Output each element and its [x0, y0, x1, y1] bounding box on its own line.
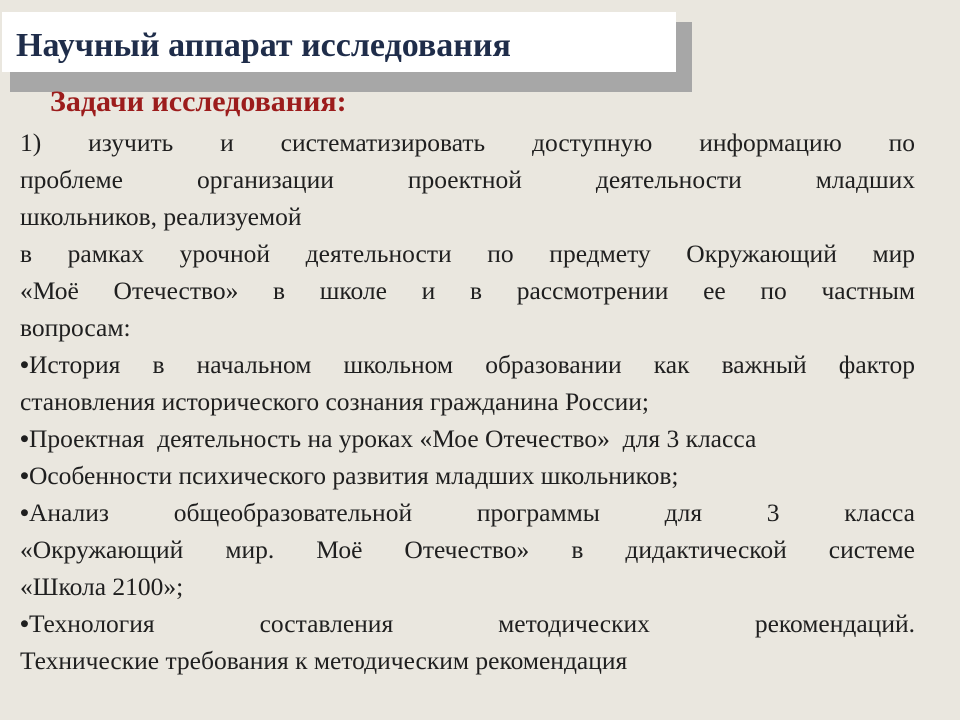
task-line: в рамках урочной деятельности по предмету Окружающий мир	[20, 239, 915, 268]
bullet-text: Технология составления методических рекомендаций.	[28, 609, 915, 638]
task-line: школьников, реализуемой	[20, 202, 302, 231]
slide-body	[20, 124, 915, 679]
bullet-text: Технические требования к методическим рекомендация	[20, 646, 628, 675]
bullet-text: Проектная деятельность на уроках «Мое Отечество» для 3 класса	[28, 424, 757, 453]
bullet-text: Особенности психического развития младших школьников;	[28, 461, 679, 490]
task-line: проблеме организации проектной деятельности младших	[20, 165, 915, 194]
bullet-marker: •	[20, 609, 29, 638]
section-heading: Задачи исследования:	[50, 85, 347, 118]
bullet-text: становления исторического сознания гражданина России;	[20, 387, 649, 416]
title-box	[2, 12, 676, 72]
bullet-marker: •	[20, 498, 29, 527]
bullet-text: «Окружающий мир. Моё Отечество» в дидактической системе	[20, 535, 915, 564]
bullet-text: История в начальном школьном образовании как важный фактор	[28, 350, 915, 379]
task-line: вопросам:	[20, 313, 131, 342]
bullet-item	[20, 457, 915, 494]
slide-title: Научный аппарат исследования	[16, 27, 511, 64]
bullet-marker: •	[20, 350, 29, 379]
bullet-marker: •	[20, 461, 29, 490]
bullet-item	[20, 420, 915, 457]
bullet-item	[20, 605, 915, 679]
bullet-text: «Школа 2100»;	[20, 572, 184, 601]
bullet-text: Анализ общеобразовательной программы для 3 класса	[28, 498, 915, 527]
task-line: «Моё Отечество» в школе и в рассмотрении ее по частным	[20, 276, 915, 305]
bullet-marker: •	[20, 424, 29, 453]
bullet-item	[20, 346, 915, 420]
bullet-item	[20, 494, 915, 605]
task-line: 1) изучить и систематизировать доступную информацию по	[20, 128, 915, 157]
